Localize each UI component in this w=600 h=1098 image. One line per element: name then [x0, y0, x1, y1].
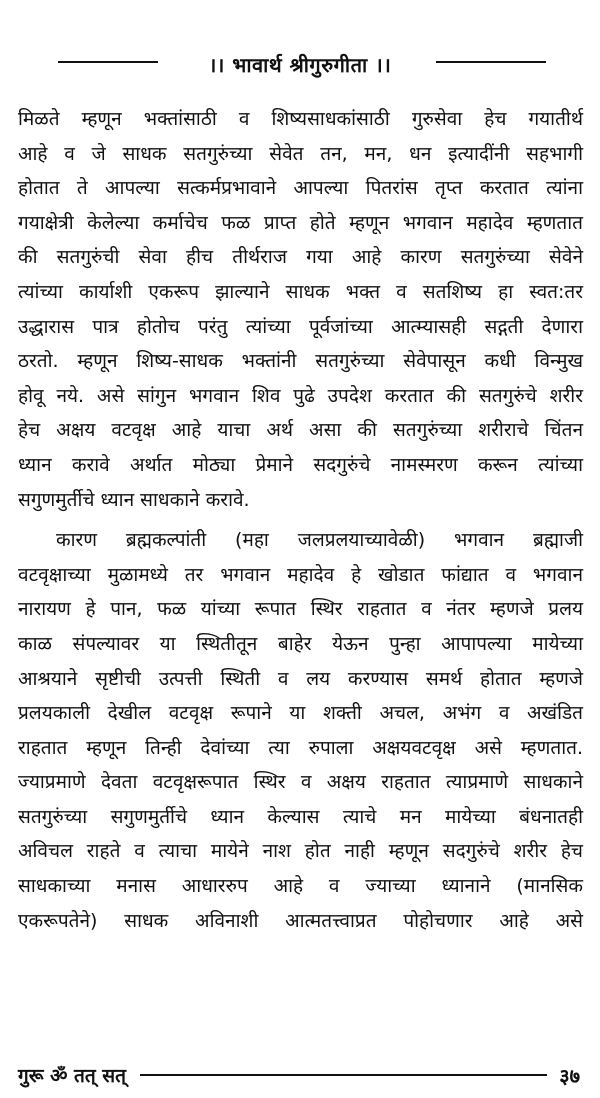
text-line: त्यांच्या कार्याशी एकरूप झाल्याने साधक भक्त व सतशिष्य हा स्वत:तर: [18, 280, 583, 303]
text-line: होवू नये. असे सांगुन भगवान शिव पुढे उपदेश करतात की सतगुरुंचे शरीर: [18, 384, 583, 407]
text-line: नारायण हे पान, फळ यांच्या रूपात स्थिर राहतात व नंतर म्हणजे प्रलय: [18, 598, 583, 621]
text-line: अविचल राहते व त्याचा मायेने नाश होत नाही म्हणून सदगुरुंचे शरीर हेच: [18, 840, 583, 863]
text-line: ध्यान करावे अर्थात मोठ्या प्रेमाने सदगुरुंचे नामस्मरण करून त्यांच्या: [18, 453, 583, 476]
text-line: वटवृक्षाच्या मुळामध्ये तर भगवान महादेव हे खोडात फांद्यात व भगवान: [18, 563, 583, 586]
footer-text: गुरू ॐ तत् सत्: [18, 1065, 126, 1087]
text-line: प्रलयकाली देखील वटवृक्ष रूपाने या शक्ती अचल, अभंग व अखंडित: [18, 702, 583, 725]
running-header: [0, 44, 600, 84]
text-line: एकरूपतेने) साधक अविनाशी आत्मतत्त्वाप्रत पोहोचणार आहे असे: [18, 909, 583, 932]
text-line: होतात ते आपल्या सत्कर्मप्रभावाने आपल्या पितरांस तृप्त करतात त्यांना: [18, 177, 583, 200]
text-line: आश्रयाने सृष्टीची उत्पत्ती स्थिती व लय करण्यास समर्थ होतात म्हणजे: [18, 667, 583, 690]
text-line: गयाक्षेत्री केलेल्या कर्माचेच फळ प्राप्त होते म्हणून भगवान महादेव म्हणतात: [18, 211, 583, 234]
text-line: की सतगुरुंची सेवा हीच तीर्थराज गया आहे कारण सतगुरुंच्या सेवेने: [18, 246, 583, 269]
text-line: राहतात म्हणून तिन्ही देवांच्या त्या रुपाला अक्षयवटवृक्ष असे म्हणतात.: [18, 736, 583, 759]
header-title: ।। भावार्थ श्रीगुरुगीता ।।: [208, 52, 392, 77]
header-rule-right: [436, 61, 546, 63]
text-line: काळ संपल्यावर या स्थितीतून बाहेर येऊन पुन्हा आपापल्या मायेच्या: [18, 632, 583, 655]
text-line: ज्याप्रमाणे देवता वटवृक्षरूपात स्थिर व अक्षय राहतात त्याप्रमाणे साधकाने: [18, 771, 583, 794]
text-line: हेच अक्षय वटवृक्ष आहे याचा अर्थ असा की सतगुरुंच्या शरीराचे चिंतन: [18, 419, 583, 442]
page-number: ३७: [559, 1063, 580, 1088]
text-line: सगुणमुर्तीचे ध्यान साधकाने करावे.: [18, 488, 250, 511]
text-line: कारण ब्रह्मकल्पांती (महा जलप्रलयाच्यावेळी) भगवान ब्रह्माजी: [56, 529, 583, 552]
text-line: साधकाच्या मनास आधाररुप आहे व ज्याच्या ध्यानाने (मानसिक: [18, 875, 583, 898]
footer-rule: [140, 1074, 547, 1076]
paragraph: [18, 102, 583, 517]
page-body: [18, 102, 583, 938]
text-line: उद्धारास पात्र होतोच परंतु त्यांच्या पूर्वजांच्या आत्म्यासही सद्गती देणारा: [18, 315, 583, 338]
text-line: मिळते म्हणून भक्तांसाठी व शिष्यसाधकांसाठी गुरुसेवा हेच गयातीर्थ: [18, 108, 583, 130]
text-line: ठरतो. म्हणून शिष्य-साधक भक्तांनी सतगुरुंच्या सेवेपासून कधी विन्मुख: [18, 350, 583, 373]
running-footer: [18, 1060, 580, 1090]
paragraph: [18, 523, 583, 938]
header-rule-left: [58, 61, 158, 63]
text-line: आहे व जे साधक सतगुरुंच्या सेवेत तन, मन, धन इत्यादींनी सहभागी: [18, 142, 583, 165]
text-line: सतगुरुंच्या सगुणमुर्तीचे ध्यान केल्यास त्याचे मन मायेच्या बंधनातही: [18, 805, 583, 828]
